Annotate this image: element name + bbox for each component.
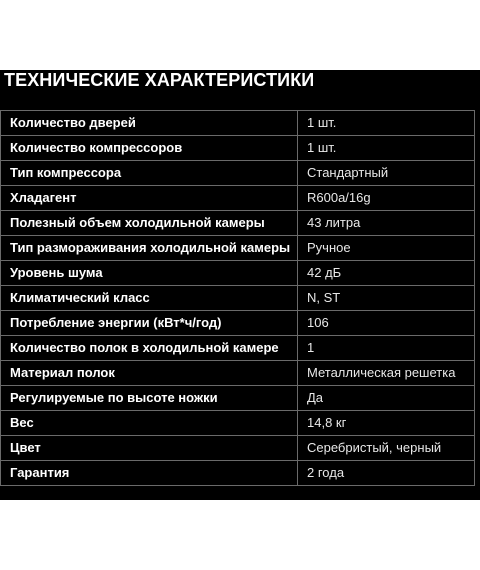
spec-value: 14,8 кг (298, 411, 475, 436)
table-row (1, 386, 475, 411)
table-row (1, 136, 475, 161)
spec-label: Регулируемые по высоте ножки (1, 386, 298, 411)
spec-label: Количество полок в холодильной камере (1, 336, 298, 361)
table-row (1, 111, 475, 136)
spec-value: 2 года (298, 461, 475, 486)
spec-label: Вес (1, 411, 298, 436)
spec-value: 1 шт. (298, 111, 475, 136)
table-row (1, 411, 475, 436)
spec-value: R600a/16g (298, 186, 475, 211)
spec-value: N, ST (298, 286, 475, 311)
spec-value: Да (298, 386, 475, 411)
table-row (1, 311, 475, 336)
table-row (1, 361, 475, 386)
table-row (1, 211, 475, 236)
spec-label: Цвет (1, 436, 298, 461)
spec-value: Металлическая решетка (298, 361, 475, 386)
spec-label: Уровень шума (1, 261, 298, 286)
table-row (1, 286, 475, 311)
spec-label: Тип размораживания холодильной камеры (1, 236, 298, 261)
specs-table (0, 110, 475, 486)
specs-panel (0, 70, 480, 500)
spec-label: Климатический класс (1, 286, 298, 311)
spec-label: Количество компрессоров (1, 136, 298, 161)
spec-value: Серебристый, черный (298, 436, 475, 461)
table-row (1, 336, 475, 361)
spec-value: Ручное (298, 236, 475, 261)
spec-label: Полезный объем холодильной камеры (1, 211, 298, 236)
spec-value: 1 (298, 336, 475, 361)
spec-label: Потребление энергии (кВт*ч/год) (1, 311, 298, 336)
table-row (1, 161, 475, 186)
table-row (1, 461, 475, 486)
spec-value: 42 дБ (298, 261, 475, 286)
table-row (1, 236, 475, 261)
section-title: ТЕХНИЧЕСКИЕ ХАРАКТЕРИСТИКИ (4, 70, 315, 90)
spec-value: 43 литра (298, 211, 475, 236)
spec-value: Стандартный (298, 161, 475, 186)
table-row (1, 436, 475, 461)
spec-label: Материал полок (1, 361, 298, 386)
spec-label: Гарантия (1, 461, 298, 486)
table-row (1, 186, 475, 211)
table-row (1, 261, 475, 286)
spec-label: Количество дверей (1, 111, 298, 136)
spec-value: 106 (298, 311, 475, 336)
spec-value: 1 шт. (298, 136, 475, 161)
spec-label: Тип компрессора (1, 161, 298, 186)
spec-label: Хладагент (1, 186, 298, 211)
